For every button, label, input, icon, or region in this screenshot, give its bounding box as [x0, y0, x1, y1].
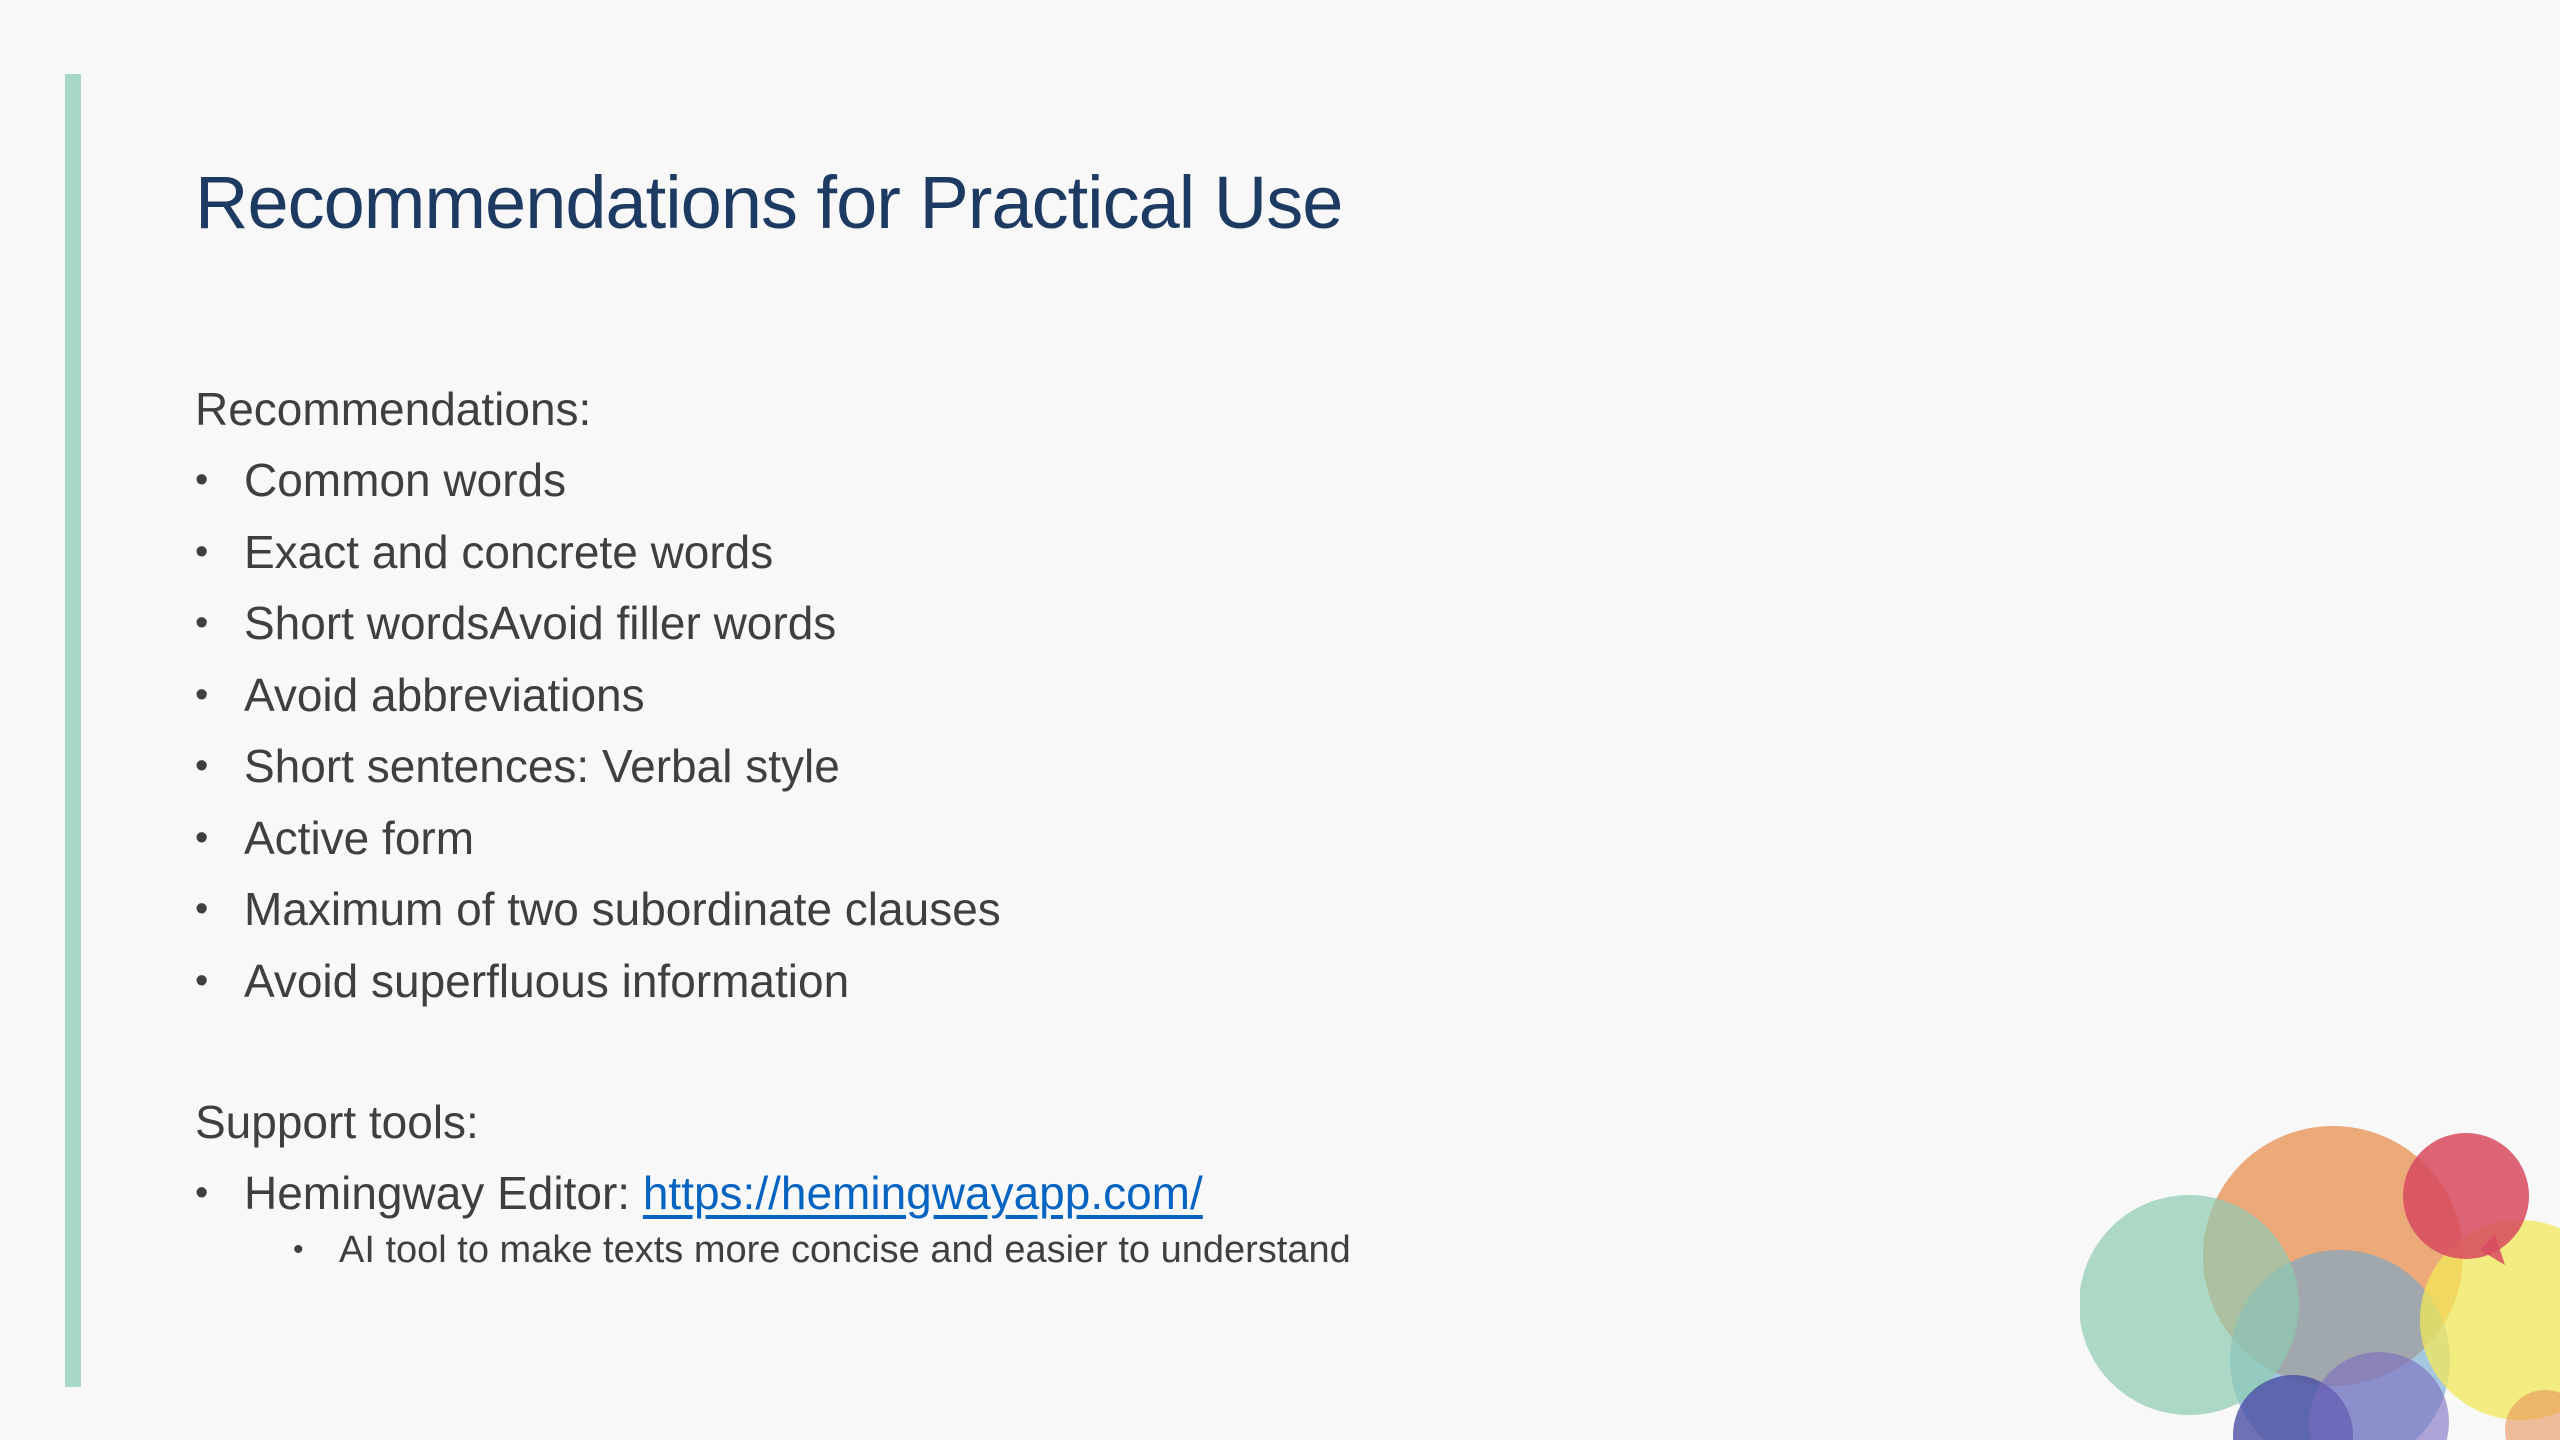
slide-body [195, 380, 1795, 1273]
recommendations-list [195, 451, 1795, 1010]
list-item: • Common words [195, 451, 1795, 509]
speech-bubbles-illustration [2080, 1100, 2560, 1440]
accent-bar [65, 74, 81, 1387]
list-item: • Active form [195, 809, 1795, 867]
sub-list-item: • AI tool to make texts more concise and easier to understand [195, 1227, 1795, 1273]
list-item: • Exact and concrete words [195, 523, 1795, 581]
tool-label: Hemingway Editor: [244, 1167, 643, 1219]
red-bubble [2403, 1133, 2529, 1259]
support-tools-sublist [195, 1227, 1795, 1273]
list-item: • Avoid superfluous information [195, 952, 1795, 1010]
recommendations-heading: Recommendations: [195, 383, 592, 435]
list-item-hemingway-editor [195, 1164, 1795, 1222]
hemingway-link[interactable]: https://hemingwayapp.com/ [642, 1167, 1203, 1219]
list-item: • Short sentences: Verbal style [195, 737, 1795, 795]
support-tools-heading: Support tools: [195, 1096, 479, 1148]
list-item: • Short wordsAvoid filler words [195, 594, 1795, 652]
slide-title: Recommendations for Practical Use [195, 161, 1343, 244]
list-item: • Maximum of two subordinate clauses [195, 880, 1795, 938]
list-item: • Avoid abbreviations [195, 666, 1795, 724]
support-tools-list [195, 1164, 1795, 1222]
